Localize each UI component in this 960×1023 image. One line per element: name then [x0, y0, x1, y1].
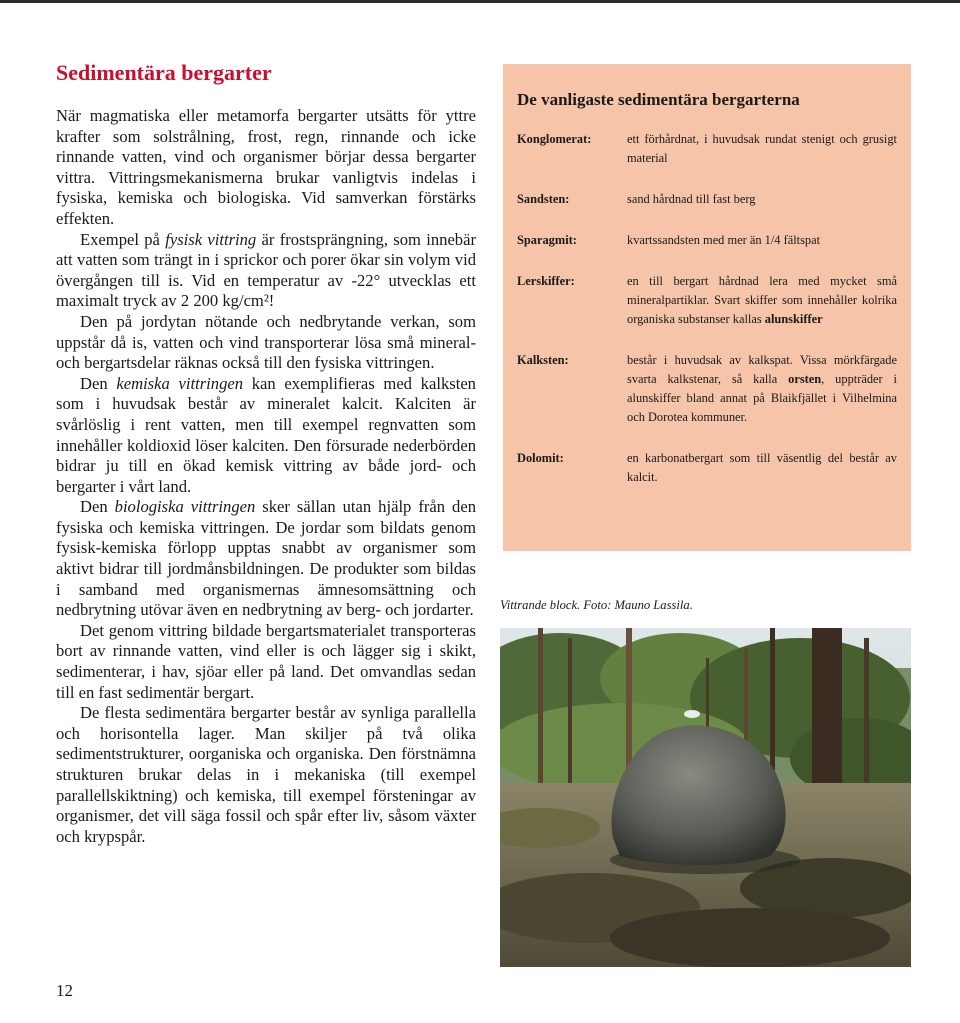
rock-row-sandsten	[517, 190, 897, 209]
rock-row-kalksten	[517, 351, 897, 427]
rock-name: Sparagmit:	[517, 233, 577, 247]
rock-name: Lerskiffer:	[517, 274, 575, 288]
rock-name: Dolomit:	[517, 451, 564, 465]
paragraph-intro: När magmatiska eller metamorfa bergarter utsätts för yttre krafter som solstrålning, frost, regn, rinnande och icke rinnande vatten, vind och organismer börjar dessa bergarter vittra. Vittringsmekanismerna brukar vanligtvis indelas i fysiska, kemiska och biologiska. Vid samverkan förstärks effekten.	[56, 106, 476, 228]
term-chemical: kemiska vittringen	[116, 373, 244, 393]
rock-description: sand hårdnad till fast berg	[627, 192, 756, 206]
paragraph-erosion: Den på jordytan nötande och nedbrytande verkan, som uppstår då is, vatten och vind transporterar lösa små mineral- och bergartsdelar räknas också till den fysiska vittringen.	[56, 311, 476, 373]
paragraph-transport: Det genom vittring bildade bergartsmaterialet transporteras bort av rinnande vatten, vind eller is och lägger sig i skikt, sedimenterar, i hav, sjöar eller på land. Det omvandlas sedan till en fast sedimentär bergart.	[56, 620, 476, 702]
section-heading: Sedimentära bergarter	[56, 60, 272, 85]
rock-row-lerskiffer	[517, 272, 897, 329]
rock-description: kvartssandsten med mer än 1/4 fältspat	[627, 233, 821, 247]
page-number: 12	[56, 981, 73, 1000]
box-title: De vanligaste sedimentära bergarterna	[517, 90, 800, 109]
photo-caption: Vittrande block. Foto: Mauno Lassila.	[500, 598, 693, 612]
rock-row-konglomerat	[517, 130, 897, 168]
rock-name: Konglomerat:	[517, 132, 592, 146]
term-biological: biologiska vittringen	[114, 497, 256, 517]
rock-types-box	[503, 64, 911, 551]
top-rule	[0, 0, 960, 3]
rock-row-dolomit	[517, 449, 897, 487]
rock-description: ett förhårdnat, i huvudsak rundat stenigt och grusigt material	[627, 132, 897, 165]
paragraph-physical: Exempel på fysisk vittring är frostsprängning, som innebär att vatten som trängt in i sprickor och porer ökar sin volym vid övergången till is. Vid en temperatur av -22° utvecklas ett maximalt tryck av 2 200 kg/cm²!	[56, 229, 476, 311]
rock-description: en karbonatbergart som till väsentlig del består av kalcit.	[627, 451, 897, 484]
rock-description: består i huvudsak av kalkspat. Vissa mörkfärgade svarta kalkstenar, så kalla orsten, uppträder i alunskiffer bland annat på Blaikfjället i Vilhelmina och Dorotea kommuner.	[627, 353, 897, 424]
term-physical: fysisk vittring	[165, 229, 257, 249]
rock-row-sparagmit	[517, 231, 897, 250]
main-text-column	[56, 60, 476, 847]
rock-description: en till bergart hårdnad lera med mycket små mineralpartiklar. Svart skiffer som innehåller kolrika organiska substanser kallas alunskiffer	[627, 274, 897, 326]
term-alunskiffer: alunskiffer	[764, 312, 823, 326]
rock-name: Sandsten:	[517, 192, 570, 206]
term-orsten: orsten	[788, 372, 822, 386]
paragraph-structures: De flesta sedimentära bergarter består av synliga parallella och horisontella lager. Man skiljer på två olika sedimentstrukturer, oorganiska och organiska. Den förstnämna strukturen brukar delas in i mekaniska (till exempel parallellskiktning) och kemiska, till exempel försteningar av organismer, det vill säga fossil och spår efter liv, såsom växter och krypspår.	[56, 703, 476, 846]
article-body	[56, 106, 476, 847]
rock-name: Kalksten:	[517, 353, 569, 367]
boulder-photo	[500, 628, 911, 967]
paragraph-chemical: Den kemiska vittringen kan exemplifieras med kalksten som i huvudsak består av mineralet kalcit. Kalciten är svårlöslig i rent vatten, men till exempel regnvatten som innehåller koldioxid löser kalciten. Den försurade nederbörden bidrar ju till en ökad kemisk vittring av både jord- och bergarter i vårt land.	[56, 373, 476, 496]
paragraph-biological: Den biologiska vittringen sker sällan utan hjälp från den fysiska och kemiska vittringen. De jordar som bildats genom fysisk-kemiska förlopp upptas snabbt av organismer som aktivt bidrar till jordmånsbildningen. De produkter som bildas i samband med organismernas ämnesomsättning och nedbrytning utövar även en nedbrytning av berg- och jordarter.	[56, 497, 476, 620]
